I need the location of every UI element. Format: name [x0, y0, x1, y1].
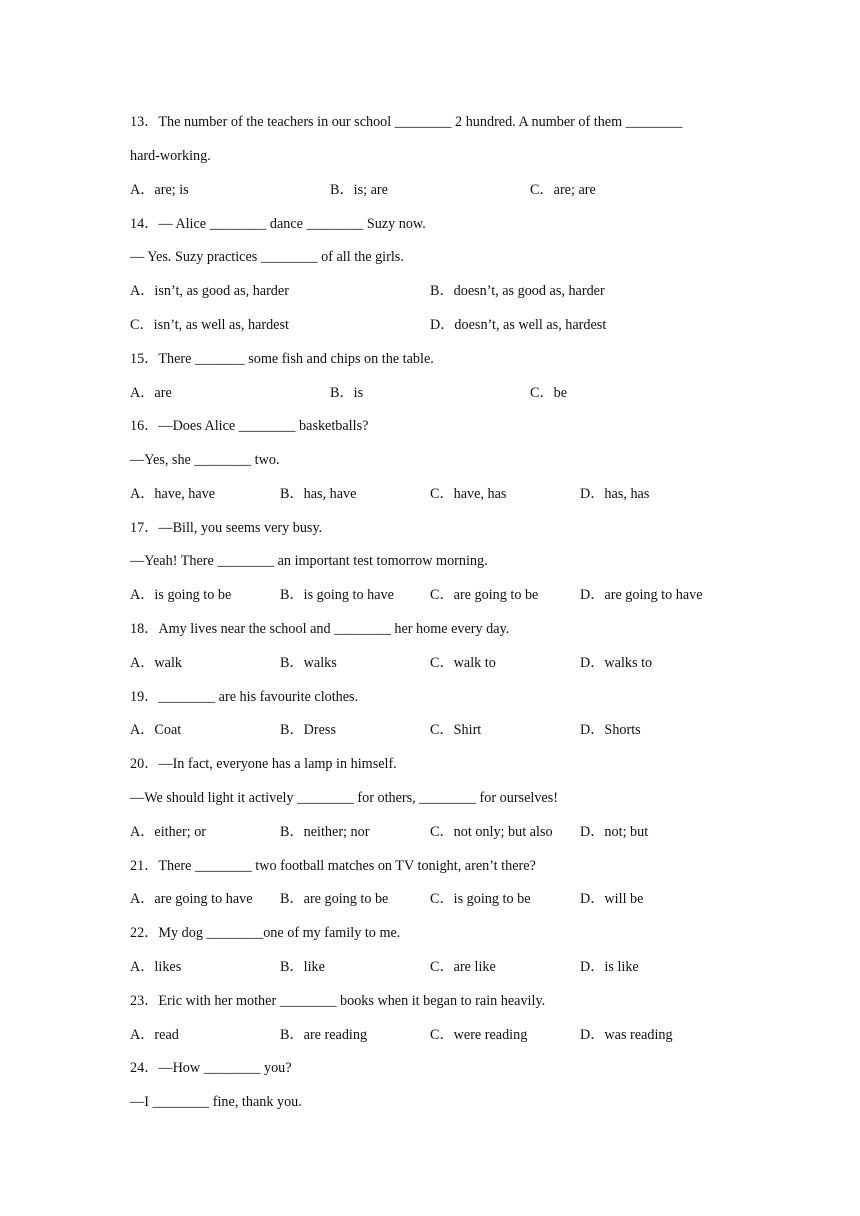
q17-option-b: B．is going to have	[280, 587, 394, 603]
q13-option-c: C．are; are	[530, 182, 596, 198]
question-13-stem-continued: hard-working.	[130, 148, 211, 164]
question-14-stem: 14．— Alice ________ dance ________ Suzy now.	[130, 216, 426, 232]
q21-option-d: D．will be	[580, 891, 644, 907]
question-17-response: —Yeah! There ________ an important test tomorrow morning.	[130, 553, 488, 569]
question-14-response: — Yes. Suzy practices ________ of all the girls.	[130, 249, 404, 265]
q22-option-b: B．like	[280, 959, 325, 975]
q17-option-d: D．are going to have	[580, 587, 703, 603]
q16-option-b: B．has, have	[280, 486, 357, 502]
q21-option-b: B．are going to be	[280, 891, 389, 907]
question-23-stem: 23．Eric with her mother ________ books when it began to rain heavily.	[130, 993, 546, 1009]
q22-option-d: D．is like	[580, 959, 639, 975]
q23-option-c: C．were reading	[430, 1027, 528, 1043]
question-22-stem: 22．My dog ________one of my family to me.	[130, 925, 401, 941]
q18-option-d: D．walks to	[580, 655, 653, 671]
q18-option-c: C．walk to	[430, 655, 496, 671]
q20-option-a: A．either; or	[130, 824, 207, 840]
question-19-stem: 19．________ are his favourite clothes.	[130, 689, 359, 705]
q23-option-d: D．was reading	[580, 1027, 673, 1043]
q17-option-c: C．are going to be	[430, 587, 539, 603]
q22-option-c: C．are like	[430, 959, 496, 975]
q15-option-b: B．is	[330, 385, 364, 401]
q20-option-c: C．not only; but also	[430, 824, 553, 840]
q16-option-c: C．have, has	[430, 486, 507, 502]
q22-option-a: A．likes	[130, 959, 182, 975]
question-16-response: —Yes, she ________ two.	[130, 452, 280, 468]
q14-option-d: D．doesn’t, as well as, hardest	[430, 317, 607, 333]
q15-option-c: C．be	[530, 385, 568, 401]
q17-option-a: A．is going to be	[130, 587, 232, 603]
question-21-stem: 21．There ________ two football matches on TV tonight, aren’t there?	[130, 858, 536, 874]
question-24-stem: 24．—How ________ you?	[130, 1060, 292, 1076]
q13-option-a: A．are; is	[130, 182, 189, 198]
q14-option-c: C．isn’t, as well as, hardest	[130, 317, 289, 333]
q14-option-b: B．doesn’t, as good as, harder	[430, 283, 605, 299]
q13-option-b: B．is; are	[330, 182, 388, 198]
question-20-stem: 20．—In fact, everyone has a lamp in himself.	[130, 756, 397, 772]
question-16-stem: 16．—Does Alice ________ basketballs?	[130, 418, 369, 434]
q19-option-d: D．Shorts	[580, 722, 641, 738]
question-20-response: —We should light it actively ________ for others, ________ for ourselves!	[130, 790, 558, 806]
q16-option-a: A．have, have	[130, 486, 216, 502]
q15-option-a: A．are	[130, 385, 172, 401]
q23-option-b: B．are reading	[280, 1027, 368, 1043]
q19-option-c: C．Shirt	[430, 722, 482, 738]
q19-option-a: A．Coat	[130, 722, 182, 738]
q21-option-c: C．is going to be	[430, 891, 531, 907]
q19-option-b: B．Dress	[280, 722, 336, 738]
question-17-stem: 17．—Bill, you seems very busy.	[130, 520, 323, 536]
question-15-stem: 15．There _______ some fish and chips on the table.	[130, 351, 434, 367]
question-13-stem: 13．The number of the teachers in our school ________ 2 hundred. A number of them ________	[130, 114, 683, 130]
q20-option-d: D．not; but	[580, 824, 649, 840]
q20-option-b: B．neither; nor	[280, 824, 370, 840]
q16-option-d: D．has, has	[580, 486, 650, 502]
q18-option-a: A．walk	[130, 655, 183, 671]
q14-option-a: A．isn’t, as good as, harder	[130, 283, 289, 299]
q18-option-b: B．walks	[280, 655, 337, 671]
question-18-stem: 18．Amy lives near the school and ________ her home every day.	[130, 621, 510, 637]
q21-option-a: A．are going to have	[130, 891, 253, 907]
question-24-response: —I ________ fine, thank you.	[130, 1094, 302, 1110]
q23-option-a: A．read	[130, 1027, 179, 1043]
